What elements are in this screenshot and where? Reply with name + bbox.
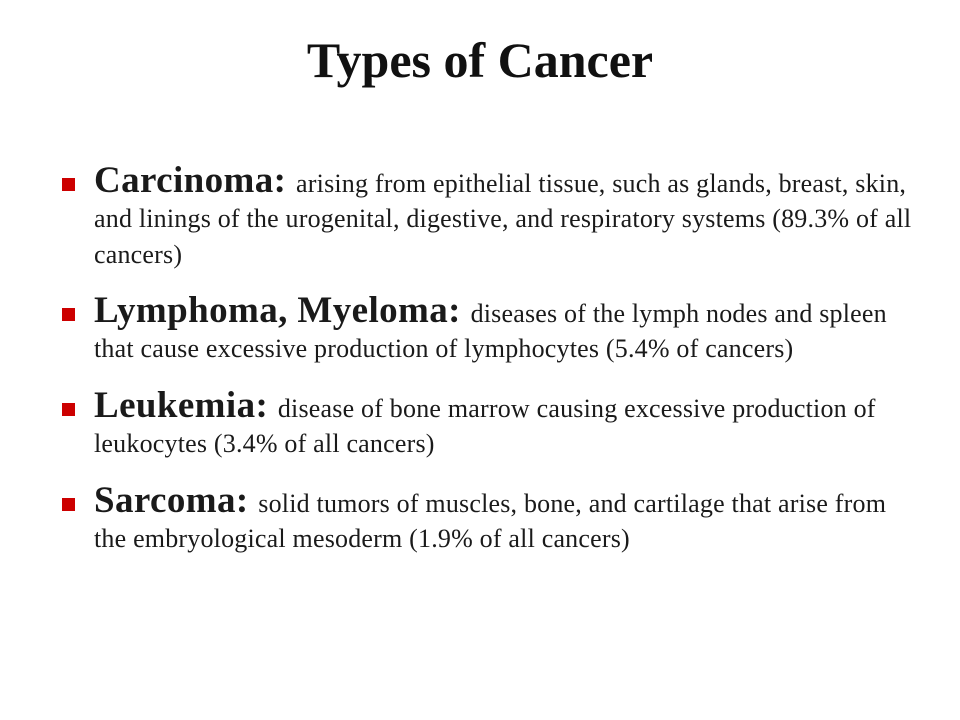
slide-title: Types of Cancer [306, 32, 654, 88]
bullet-term: Sarcoma: [94, 479, 259, 521]
bullet-item-leukemia [62, 384, 924, 462]
bullet-description: arising from epithelial tissue, such as glands, breast, skin, and linings of the urogenital, digestive, and respiratory systems (89.3% of all cancers) [94, 169, 912, 269]
bullet-description: disease of bone marrow causing excessive production of leukocytes (3.4% of all cancers) [94, 393, 876, 459]
square-bullet-icon [62, 308, 75, 321]
bullet-term: Leukemia: [94, 384, 278, 426]
bullet-description: solid tumors of muscles, bone, and cartilage that arise from the embryological mesoderm (1.9% of all cancers) [94, 488, 887, 553]
square-bullet-icon [62, 178, 75, 191]
bullet-item-carcinoma [62, 162, 924, 272]
bullet-item-lymphoma-myeloma [62, 292, 924, 367]
bullet-term: Lymphoma, Myeloma: [94, 290, 471, 332]
bullet-description: diseases of the lymph nodes and spleen that cause excessive production of lymphocytes (5.4% of cancers) [94, 299, 887, 364]
square-bullet-icon [62, 498, 75, 511]
bullet-list [62, 162, 924, 576]
square-bullet-icon [62, 403, 75, 416]
bullet-item-sarcoma [62, 479, 924, 557]
bullet-term: Carcinoma: [94, 160, 297, 201]
